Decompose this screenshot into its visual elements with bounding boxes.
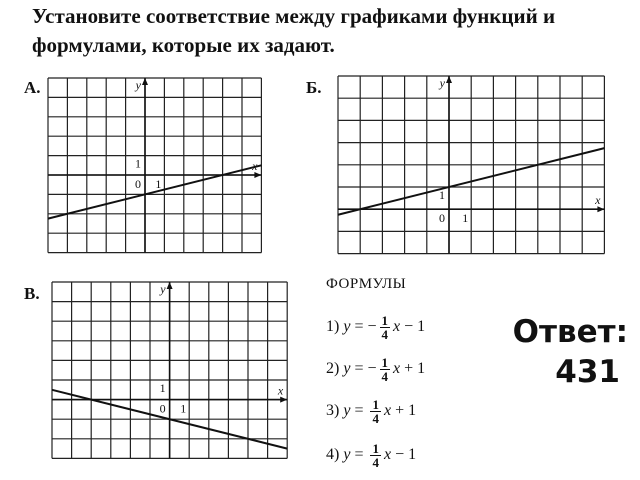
graph-a-line <box>48 165 261 218</box>
graph-v-origin: 0 <box>159 401 166 416</box>
formula-fraction <box>370 398 381 425</box>
y-arrow <box>167 282 173 289</box>
graph-a-one-x: 1 <box>155 177 162 191</box>
graph-a-origin: 0 <box>135 177 141 191</box>
formula-lhs: y <box>343 446 351 463</box>
frac-num: 1 <box>381 354 388 370</box>
graph-a-grid <box>48 78 261 253</box>
graph-v-one-y: 1 <box>159 381 166 395</box>
formula-fraction <box>370 442 381 469</box>
formula-lhs: y <box>343 318 351 335</box>
frac-den: 4 <box>372 410 379 426</box>
formula-var: x <box>383 402 392 419</box>
graph-v-one-x: 1 <box>180 401 187 416</box>
formula-fraction <box>380 314 391 341</box>
graph-v <box>52 282 288 462</box>
formula-1 <box>326 312 425 342</box>
graph-b-one-x: 1 <box>462 211 469 226</box>
formula-const: 1 <box>408 446 417 463</box>
formula-number: 1) <box>326 318 340 335</box>
formula-var: x <box>393 318 401 335</box>
graph-b <box>338 76 604 254</box>
graph-a <box>48 78 280 264</box>
formula-fraction <box>380 356 391 383</box>
formulas-title: ФОРМУЛЫ <box>326 276 407 292</box>
graph-b-one-y: 1 <box>439 188 445 202</box>
formula-var: x <box>393 360 401 377</box>
formula-sign: − <box>367 360 377 377</box>
formula-op: + <box>404 360 414 377</box>
formula-op: + <box>395 402 405 419</box>
formula-eq: = <box>354 360 364 377</box>
formula-eq: = <box>354 402 364 419</box>
formula-eq: = <box>354 318 364 335</box>
graph-a-x-label: x <box>252 159 258 173</box>
graph-b-grid <box>338 76 604 254</box>
frac-num: 1 <box>381 312 388 328</box>
formula-number: 2) <box>326 360 340 377</box>
graph-v-y-label: y <box>160 282 166 296</box>
graph-b-origin: 0 <box>439 211 445 226</box>
formula-lhs: y <box>343 402 351 419</box>
answer-value: 431 <box>555 354 620 390</box>
formula-const: 1 <box>417 318 426 335</box>
task-line-2: формулами, которые их задают. <box>32 33 335 57</box>
formula-const: 1 <box>408 402 417 419</box>
formula-op: − <box>404 318 414 335</box>
frac-num: 1 <box>372 396 379 412</box>
y-arrow <box>446 76 452 83</box>
formula-var: x <box>383 446 392 463</box>
graph-v-label: В. <box>24 284 40 303</box>
frac-den: 4 <box>381 368 388 384</box>
graph-a-y-label: y <box>135 78 141 92</box>
graph-b-x-label: x <box>595 193 601 208</box>
frac-num: 1 <box>372 440 379 456</box>
formula-op: − <box>395 446 405 463</box>
graph-b-y-label: y <box>439 76 445 90</box>
formula-lhs: y <box>343 360 351 377</box>
graph-a-label: А. <box>24 78 41 97</box>
formula-number: 4) <box>326 446 340 463</box>
formula-eq: = <box>354 446 364 463</box>
formula-sign: − <box>367 318 377 335</box>
y-arrow <box>142 78 148 85</box>
graph-b-label: Б. <box>306 78 322 97</box>
formula-const: 1 <box>417 360 426 377</box>
formula-number: 3) <box>326 402 340 419</box>
answer-label: Ответ: <box>512 314 628 350</box>
formula-4 <box>326 440 416 470</box>
answer <box>478 312 628 392</box>
formula-3 <box>326 396 416 426</box>
graph-v-x-label: x <box>277 383 284 398</box>
task-text <box>32 2 632 60</box>
graph-v-axes <box>52 282 287 458</box>
task-line-1: Установите соответствие между графиками функций и <box>32 4 556 28</box>
formula-2 <box>326 354 425 384</box>
frac-den: 4 <box>381 326 388 342</box>
graph-a-one-y: 1 <box>135 156 141 171</box>
frac-den: 4 <box>372 454 379 470</box>
graph-a-axes <box>48 78 261 253</box>
